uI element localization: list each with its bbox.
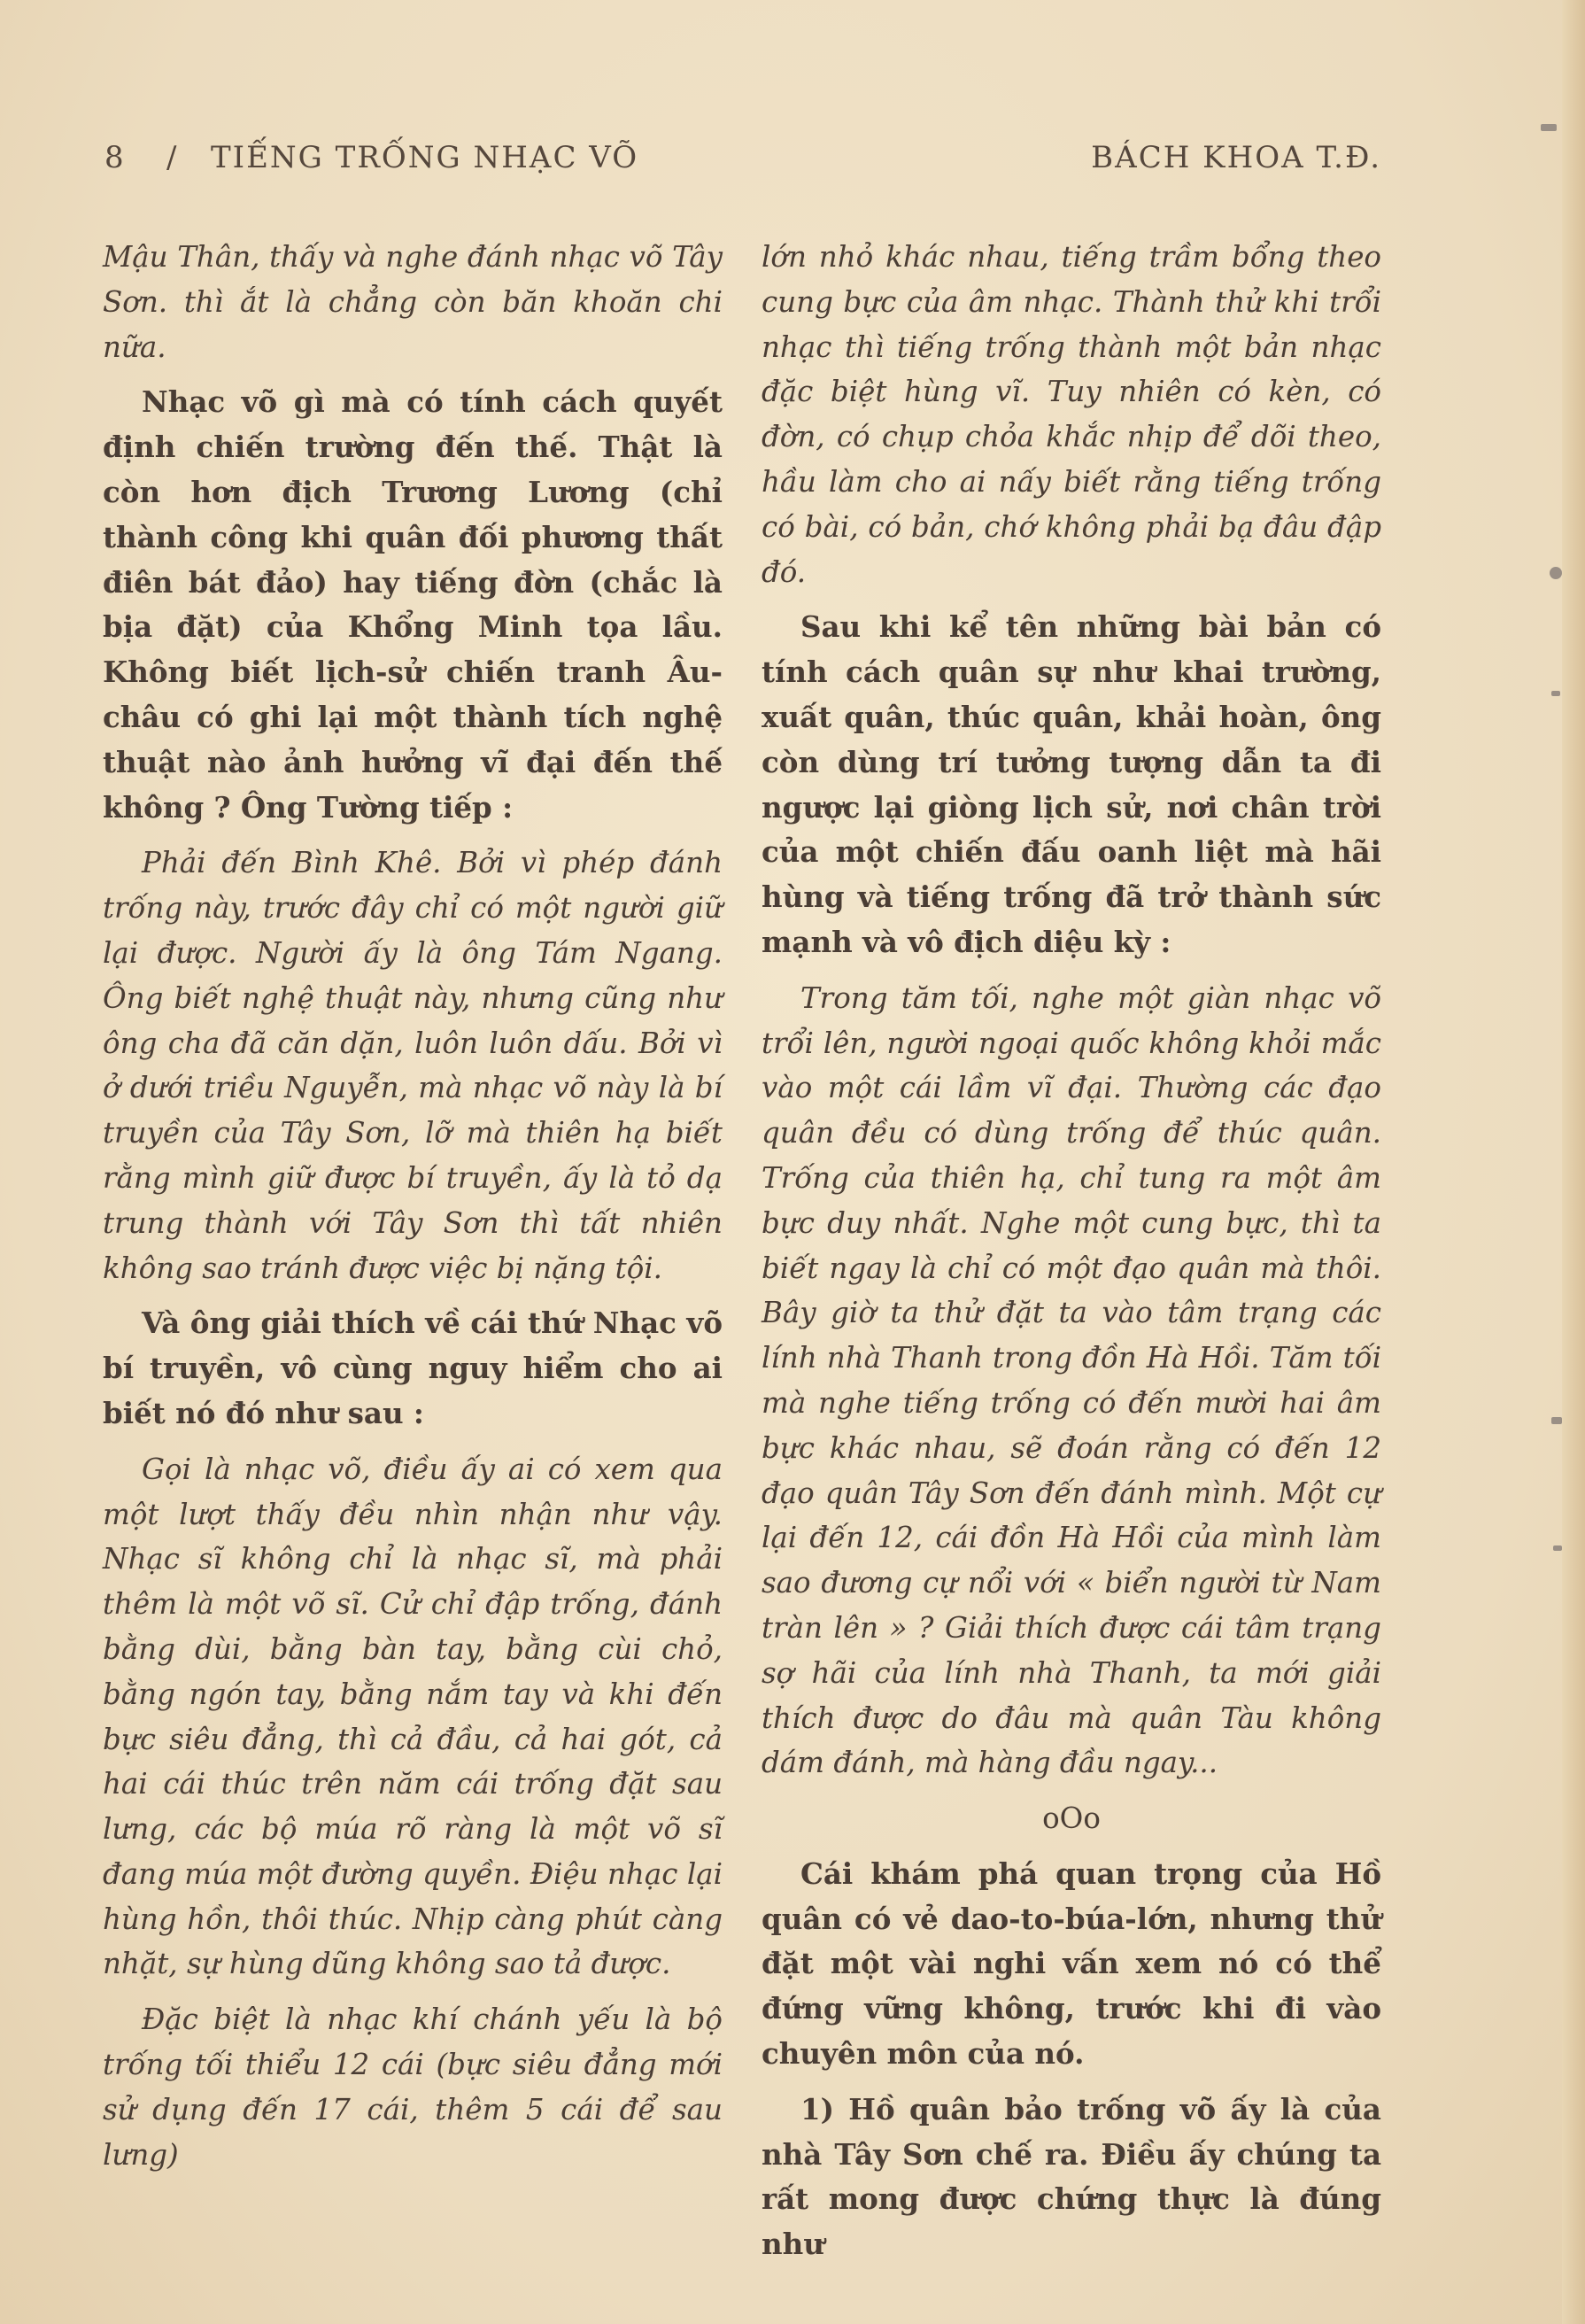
paragraph: Đặc biệt là nhạc khí chánh yếu là bộ trống tối thiểu 12 cái (bực siêu đẳng mới sử dụng đến 17 cái, thêm 5 cái để sau lưng)	[103, 2003, 723, 2172]
edge-mark	[1551, 1417, 1562, 1424]
paragraph: Cái khám phá quan trọng của Hồ quân có vẻ dao-to-búa-lớn, nhưng thử đặt một vài nghi vấn xem nó có thể đứng vững không, trước khi đi vào chuyên môn của nó.	[762, 1855, 1381, 2072]
page-header	[104, 140, 1381, 193]
edge-mark	[1550, 567, 1562, 579]
edge-mark	[1553, 1545, 1562, 1551]
paragraph: Phải đến Bình Khê. Bởi vì phép đánh trống này, trước đây chỉ có một người giữ lại được. Người ấy là ông Tám Ngang. Ông biết nghệ thuật này, nhưng cũng như ông cha đã căn dặn, luôn luôn dấu. Bởi vì ở dưới triều Nguyễn, mà nhạc võ này là bí truyền của Tây Sơn, lỡ mà thiên hạ biết rằng mình giữ được bí truyền, ấy là tỏ dạ trung thành với Tây Sơn thì tất nhiên không sao tránh được việc bị nặng tội.	[103, 846, 723, 1285]
header-separator: /	[166, 140, 179, 175]
paragraph: Nhạc võ gì mà có tính cách quyết định chiến trường đến thế. Thật là còn hơn địch Trương Lương (chỉ thành công khi quân đối phương thất điên bát đảo) hay tiếng đờn (chắc là bịa đặt) của Khổng Minh tọa lầu. Không biết lịch-sử chiến tranh Âu-châu có ghi lại một thành tích nghệ thuật nào ảnh hưởng vĩ đại đến thế không ? Ông Tường tiếp :	[103, 384, 723, 825]
paragraph: Gọi là nhạc võ, điều ấy ai có xem qua một lượt thấy đều nhìn nhận như vậy. Nhạc sĩ không chỉ là nhạc sĩ, mà phải thêm là một võ sĩ. Cử chỉ đập trống, đánh bằng dùi, bằng bàn tay, bằng cùi chỏ, bằng ngón tay, bằng nắm tay và khi đến bực siêu đẳng, thì cả đầu, cả hai gót, cả hai cái thúc trên năm cái trống đặt sau lưng, các bộ múa rõ ràng là một võ sĩ đang múa một đường quyền. Điệu nhạc lại hùng hồn, thôi thúc. Nhịp càng phút càng nhặt, sự hùng dũng không sao tả được.	[103, 1452, 723, 1981]
right-column	[762, 235, 1381, 2278]
paragraph: Trong tăm tối, nghe một giàn nhạc võ trổi lên, người ngoại quốc không khỏi mắc vào một cái lầm vĩ đại. Thường các đạo quân đều có dùng trống để thúc quân. Trống của thiên hạ, chỉ tung ra một âm bực duy nhất. Nghe một cung bực, thì ta biết ngay là chỉ có một đạo quân mà thôi. Bây giờ ta thử đặt ta vào tâm trạng các lính nhà Thanh trong đồn Hà Hồi. Tăm tối mà nghe tiếng trống có đến mười hai âm bực khác nhau, sẽ đoán rằng có đến 12 đạo quân Tây Sơn đến đánh mình. Một cự lại đến 12, cái đồn Hà Hồi của mình làm sao đương cự nổi với « biển người từ Nam tràn lên » ? Giải thích được cái tâm trạng sợ hãi của lính nhà Thanh, ta mới giải thích được do đâu mà quân Tàu không dám đánh, mà hàng đầu ngay...	[762, 980, 1381, 1780]
edge-mark	[1551, 691, 1560, 696]
section-divider: oOo	[1042, 1801, 1101, 1836]
paragraph: lớn nhỏ khác nhau, tiếng trầm bổng theo cung bực của âm nhạc. Thành thử khi trổi nhạc thì tiếng trống thành một bản nhạc đặc biệt hùng vĩ. Tuy nhiên có kèn, có đờn, có chụp chỏa khắc nhịp để dõi theo, hầu làm cho ai nấy biết rằng tiếng trống có bài, có bản, chớ không phải bạ đâu đập đó.	[762, 240, 1381, 589]
page-number: 8	[104, 140, 126, 175]
paragraph: Sau khi kể tên những bài bản có tính cách quân sự như khai trường, xuất quân, thúc quân, khải hoàn, ông còn dùng trí tưởng tượng dẫn ta đi ngược lại giòng lịch sử, nơi chân trời của một chiến đấu oanh liệt mà hãi hùng và tiếng trống đã trở thành sức mạnh và vô địch diệu kỳ :	[762, 609, 1381, 959]
edge-mark	[1541, 124, 1557, 131]
left-column	[103, 235, 723, 2188]
page-edge	[1562, 0, 1585, 2324]
author-name: BÁCH KHOA T.Đ.	[1091, 140, 1381, 175]
running-title: TIẾNG TRỐNG NHẠC VÕ	[211, 140, 639, 175]
paragraph: 1) Hồ quân bảo trống võ ấy là của nhà Tây Sơn chế ra. Điều ấy chúng ta rất mong được chứng thực là đúng như	[762, 2091, 1381, 2262]
paragraph: Và ông giải thích về cái thứ Nhạc võ bí truyền, vô cùng nguy hiểm cho ai biết nó đó như sau :	[103, 1305, 723, 1430]
paragraph: Mậu Thân, thấy và nghe đánh nhạc võ Tây Sơn. thì ắt là chẳng còn băn khoăn chi nữa.	[103, 240, 723, 364]
